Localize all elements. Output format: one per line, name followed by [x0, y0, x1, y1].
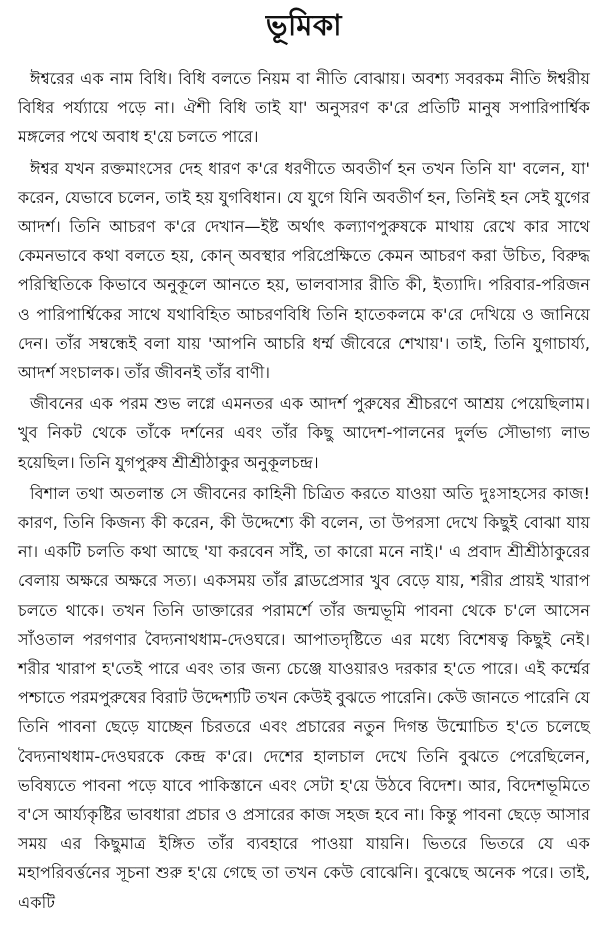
paragraph-2: ঈশ্বর যখন রক্তমাংসের দেহ ধারণ ক'রে ধরণীতে অবতীর্ণ হন তখন তিনি যা' বলেন, যা' করেন, যেভাবে চলেন, তাই হয় যুগবিধান। যে যুগে যিনি অবতীর্ণ হন, তিনিই হন সেই যুগের আদর্শ। তিনি আচরণ ক'রে দেখান—ইষ্ট অর্থাৎ কল্যাণপুরুষকে মাথায় রেখে কার সাথে কেমনভাবে কথা বলতে হয়, কোন্ অবস্থার পরিপ্রেক্ষিতে কেমন আচরণ করা উচিত, বিরুদ্ধ পরিস্থিতিকে কিভাবে অনুকূলে আনতে হয়, ভালবাসার রীতি কী, ইত্যাদি। পরিবার-পরিজন ও পারিপার্শ্বিকের সাথে যথাবিহিত আচরণবিধি তিনি হাতেকলমে ক'রে দেখিয়ে ও জানিয়ে দেন। তাঁর সম্বন্ধেই বলা যায় 'আপনি আচরি ধর্ম্ম জীবেরে শেখায়'। তাই, তিনি যুগাচার্য্য, আদর্শ সংচালক। তাঁর জীবনই তাঁর বাণী।: [18, 158, 590, 383]
page-title: ভূমিকা: [265, 8, 343, 42]
paragraph-1: ঈশ্বরের এক নাম বিধি। বিধি বলতে নিয়ম বা নীতি বোঝায়। অবশ্য সবরকম নীতি ঈশ্বরীয় বিধির পর্য্যায়ে পড়ে না। ঐশী বিধি তাই যা' অনুসরণ ক'রে প্রতিটি মানুষ সপারিপার্শ্বিক মঙ্গলের পথে অবাধ হ'য়ে চলতে পারে।: [18, 69, 590, 147]
paragraph-3: জীবনের এক পরম শুভ লগ্নে এমনতর এক আদর্শ পুরুষের শ্রীচরণে আশ্রয় পেয়েছিলাম। খুব নিকট থেকে তাঁকে দর্শনের এবং তাঁর কিছু আদেশ-পালনের দুর্লভ সৌভাগ্য লাভ হয়েছিল। তিনি যুগপুরুষ শ্রীশ্রীঠাকুর অনুকূলচন্দ্র।: [18, 394, 590, 472]
paragraph-4: বিশাল তথা অতলান্ত সে জীবনের কাহিনী চিত্রিত করতে যাওয়া অতি দুঃসাহসের কাজ! কারণ, তিনি কিজন্য কী করেন, কী উদ্দেশ্যে কী বলেন, তা উপরসা দেখে কিছুই বোঝা যায় না। একটি চলতি কথা আছে 'যা করবেন সাঁই, তা কারো মনে নাই।' এ প্রবাদ শ্রীশ্রীঠাকুরের বেলায় অক্ষরে অক্ষরে সত্য। একসময় তাঁর ব্লাডপ্রেসার খুব বেড়ে যায়, শরীর প্রায়ই খারাপ চলতে থাকে। তখন তিনি ডাক্তারের পরামর্শে তাঁর জন্মভূমি পাবনা থেকে চ'লে আসেন সাঁওতাল পরগণার বৈদ্যনাথধাম-দেওঘরে। আপাতদৃষ্টিতে এর মধ্যে বিশেষত্ব কিছুই নেই। শরীর খারাপ হ'তেই পারে এবং তার জন্য চেঞ্জে যাওয়ারও দরকার হ'তে পারে। এই কর্ম্মের পশ্চাতে পরমপুরুষের বিরাট উদ্দেশ্যটি তখন কেউই বুঝতে পারেনি। কেউ জানতে পারেনি যে তিনি পাবনা ছেড়ে যাচ্ছেন চিরতরে এবং প্রচারের নতুন দিগন্ত উন্মোচিত হ'তে চলেছে বৈদ্যনাথধাম-দেওঘরকে কেন্দ্র ক'রে। দেশের হালচাল দেখে তিনি বুঝতে পেরেছিলেন, ভবিষ্যতে পাবনা পড়ে যাবে পাকিস্তানে এবং সেটা হ'য়ে উঠবে বিদেশ। আর, বিদেশভূমিতে ব'সে আর্য্যকৃষ্টির ভাবধারা প্রচার ও প্রসারের কাজ সহজ হবে না। কিন্তু পাবনা ছেড়ে আসার সময় এর কিছুমাত্র ইঙ্গিত তাঁর ব্যবহারে পাওয়া যায়নি। ভিতরে ভিতরে যে এক মহাপরিবর্ত্তনের সূচনা শুরু হ'য়ে গেছে তা তখন কেউ বোঝেনি। বুঝেছে অনেক পরে। তাই, একটি: [18, 483, 590, 912]
